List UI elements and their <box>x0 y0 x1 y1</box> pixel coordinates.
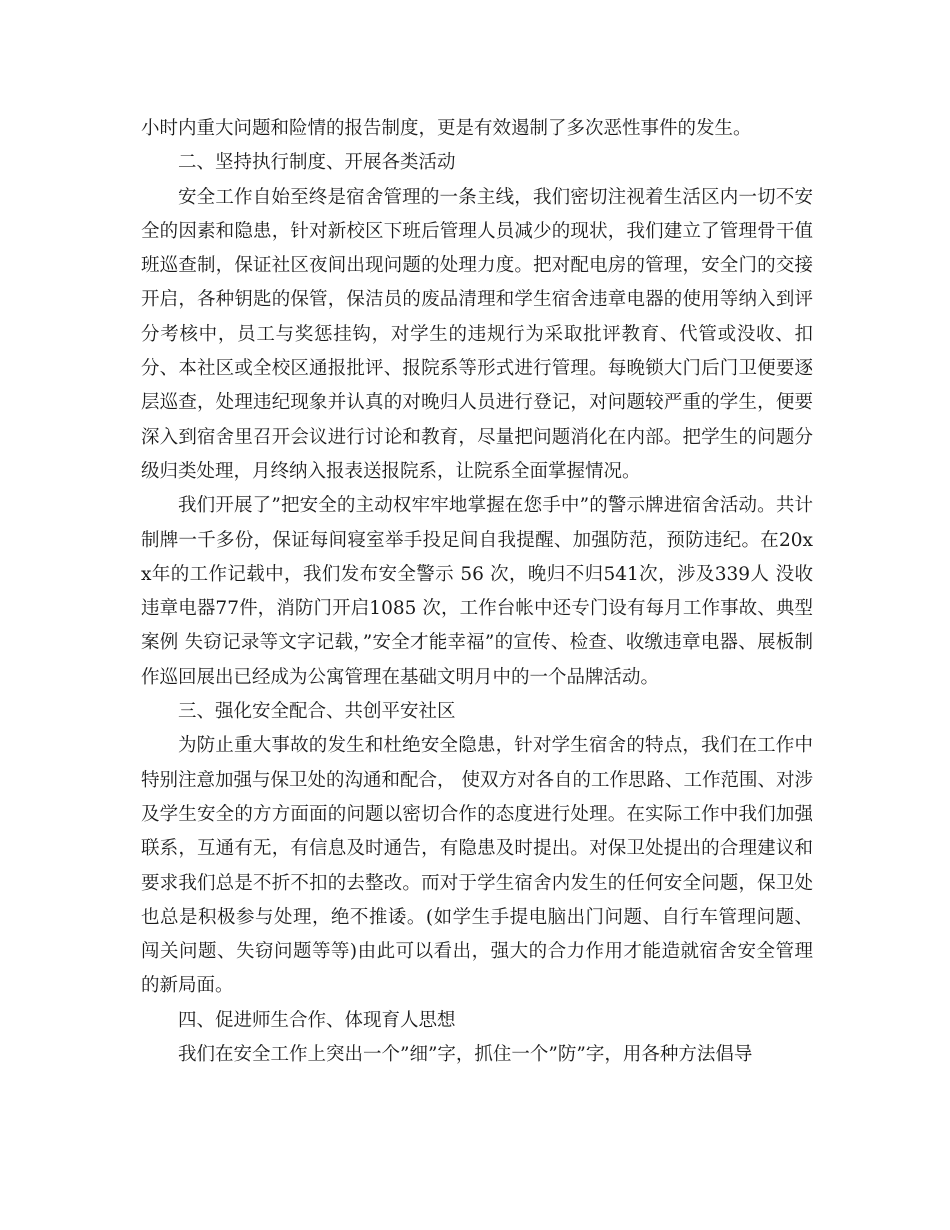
section-4-heading: 四、促进师生合作、体现育人思想 <box>178 1009 456 1031</box>
document-body <box>141 112 813 1072</box>
continuation-paragraph: 小时内重大问题和险情的报告制度，更是有效遏制了多次恶性事件的发生。 <box>141 118 752 139</box>
section-2-paragraph-2: 我们开展了”把安全的主动权牢牢地掌握在您手中”的警示牌进宿舍活动。共计制牌一千多份，保证每间寝室举手投足间自我提醒、加强防范，预防违纪。在20xx年的工作记载中，我们发布安全警示 56 次，晚归不归541次，涉及339人 没收违章电器77件，消防门开启1085 次，工作台帐中还专门设有每月工作事故、典型案例 失窃记录等文字记载，”安全才能幸福”的宣传、检查、收缴违章电器、展板制作巡回展出已经成为公寓管理在基础文明月中的一个品牌活动。 <box>141 495 813 688</box>
section-4-paragraph-1: 我们在安全工作上突出一个”细”字，抓住一个”防”字，用各种方法倡导 <box>178 1044 753 1066</box>
section-3-heading: 三、强化安全配合、共创平安社区 <box>178 701 456 723</box>
section-3-paragraph-1: 为防止重大事故的发生和杜绝安全隐患，针对学生宿舍的特点，我们在工作中特别注意加强与保卫处的沟通和配合， 使双方对各自的工作思路、工作范围、对涉及学生安全的方方面面的问题以密切合作的态度进行处理。在实际工作中我们加强联系，互通有无，有信息及时通告，有隐患及时提出。对保卫处提出的合理建议和要求我们总是不折不扣的去整改。而对于学生宿舍内发生的任何安全问题，保卫处也总是积极参与处理，绝不推诿。(如学生手提电脑出门问题、自行车管理问题、闯关问题、失窃问题等等)由此可以看出，强大的合力作用才能造就宿舍安全管理的新局面。 <box>141 735 813 997</box>
section-2-paragraph-1: 安全工作自始至终是宿舍管理的一条主线，我们密切注视着生活区内一切不安全的因素和隐患，针对新校区下班后管理人员减少的现状，我们建立了管理骨干值班巡查制，保证社区夜间出现问题的处理力度。把对配电房的管理，安全门的交接开启，各种钥匙的保管，保洁员的废品清理和学生宿舍违章电器的使用等纳入到评分考核中，员工与奖惩挂钩，对学生的违规行为采取批评教育、代管或没收、扣分、本社区或全校区通报批评、报院系等形式进行管理。每晚锁大门后门卫便要逐层巡查，处理违纪现象并认真的对晚归人员进行登记，对问题较严重的学生，便要深入到宿舍里召开会议进行讨论和教育，尽量把问题消化在内部。把学生的问题分级归类处理，月终纳入报表送报院系，让院系全面掌握情况。 <box>141 186 813 482</box>
section-2-heading: 二、坚持执行制度、开展各类活动 <box>178 152 456 174</box>
